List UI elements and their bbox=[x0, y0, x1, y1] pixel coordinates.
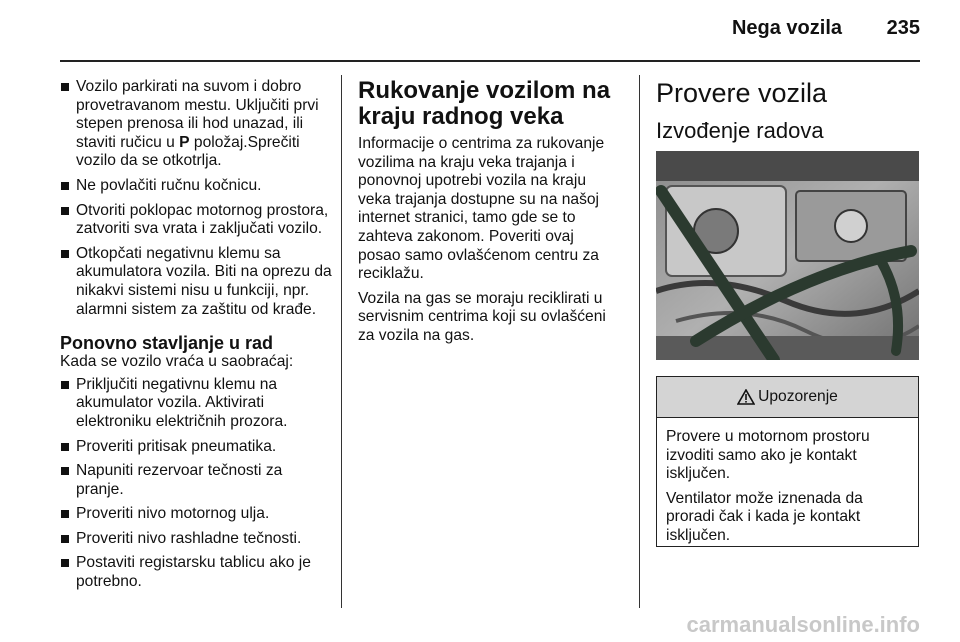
storage-steps-list bbox=[60, 78, 332, 319]
list-item: Otvoriti poklopac motornog prostora, zatvoriti sva vrata i zaključati vozilo. bbox=[60, 202, 332, 239]
paragraph: Informacije o centrima za rukovanje vozilima na kraju veka trajanja i ponovnoj upotrebi vozila na kraju veka trajanja dostupne su na našoj internet stranici, tamo gde se to zahteva zakonom. Poveriti ovaj posao samo ovlašćenom centru za reciklažu. bbox=[358, 135, 605, 283]
section-heading-vehicle-checks: Provere vozila bbox=[656, 78, 828, 108]
watermark-text: carmanualsonline.info bbox=[686, 612, 920, 637]
list-item: Postaviti registarsku tablicu ako je potrebno. bbox=[60, 554, 332, 591]
column-storage bbox=[60, 78, 332, 598]
header-rule bbox=[60, 60, 920, 62]
warning-triangle-icon bbox=[737, 389, 755, 405]
restart-steps-list bbox=[60, 376, 332, 592]
warning-body bbox=[657, 418, 918, 546]
page-header-title: Nega vozila bbox=[731, 17, 842, 39]
list-item: Ne povlačiti ručnu kočnicu. bbox=[60, 177, 332, 196]
warning-header bbox=[657, 377, 918, 418]
warning-box bbox=[656, 376, 919, 547]
section-heading-restart: Ponovno stavljanje u rad bbox=[60, 333, 274, 354]
list-item: Proveriti pritisak pneumatika. bbox=[60, 438, 332, 457]
paragraph: Ventilator može iznenada da proradi čak i kada je kontakt isključen. bbox=[666, 489, 863, 544]
list-item: Otkopčati negativnu klemu sa akumulatora vozila. Biti na oprezu da nikakvi sistemi nisu u funkciji, npr. alarmni sistem za zaštitu od krađe. bbox=[60, 245, 332, 319]
list-item: Napuniti rezervoar tečnosti za pranje. bbox=[60, 462, 332, 499]
restart-intro: Kada se vozilo vraća u saobraćaj: bbox=[60, 353, 294, 371]
column-end-of-life bbox=[358, 78, 620, 352]
list-item: Proveriti nivo motornog ulja. bbox=[60, 505, 332, 524]
list-item: Priključiti negativnu klemu na akumulator vozila. Aktivirati elektroniku električnih prozora. bbox=[60, 376, 332, 432]
paragraph: Provere u motornom prostoru izvoditi samo ako je kontakt isključen. bbox=[666, 428, 870, 483]
engine-bay-photo bbox=[656, 151, 919, 360]
gear-position-label: P bbox=[179, 133, 190, 151]
list-item: Proveriti nivo rashladne tečnosti. bbox=[60, 530, 332, 549]
paragraph: Vozila na gas se moraju reciklirati u servisnim centrima koji su ovlašćeni za vozila na gas. bbox=[358, 289, 606, 344]
column-vehicle-checks bbox=[656, 78, 922, 144]
list-item: Vozilo parkirati na suvom i dobro provetravanom mestu. Uključiti prvi stepen prenosa ili hod unazad, ili staviti ručicu u P položaj.Sprečiti vozilo da se otkotrlja. bbox=[60, 78, 332, 171]
section-heading-end-of-life: Rukovanje vozilom na kraju radnog veka bbox=[358, 77, 611, 130]
page-number: 235 bbox=[886, 17, 920, 39]
subsection-heading-work: Izvođenje radova bbox=[656, 118, 824, 143]
warning-title: Upozorenje bbox=[758, 388, 838, 405]
column-divider-right bbox=[639, 75, 640, 608]
column-divider-left bbox=[341, 75, 342, 608]
